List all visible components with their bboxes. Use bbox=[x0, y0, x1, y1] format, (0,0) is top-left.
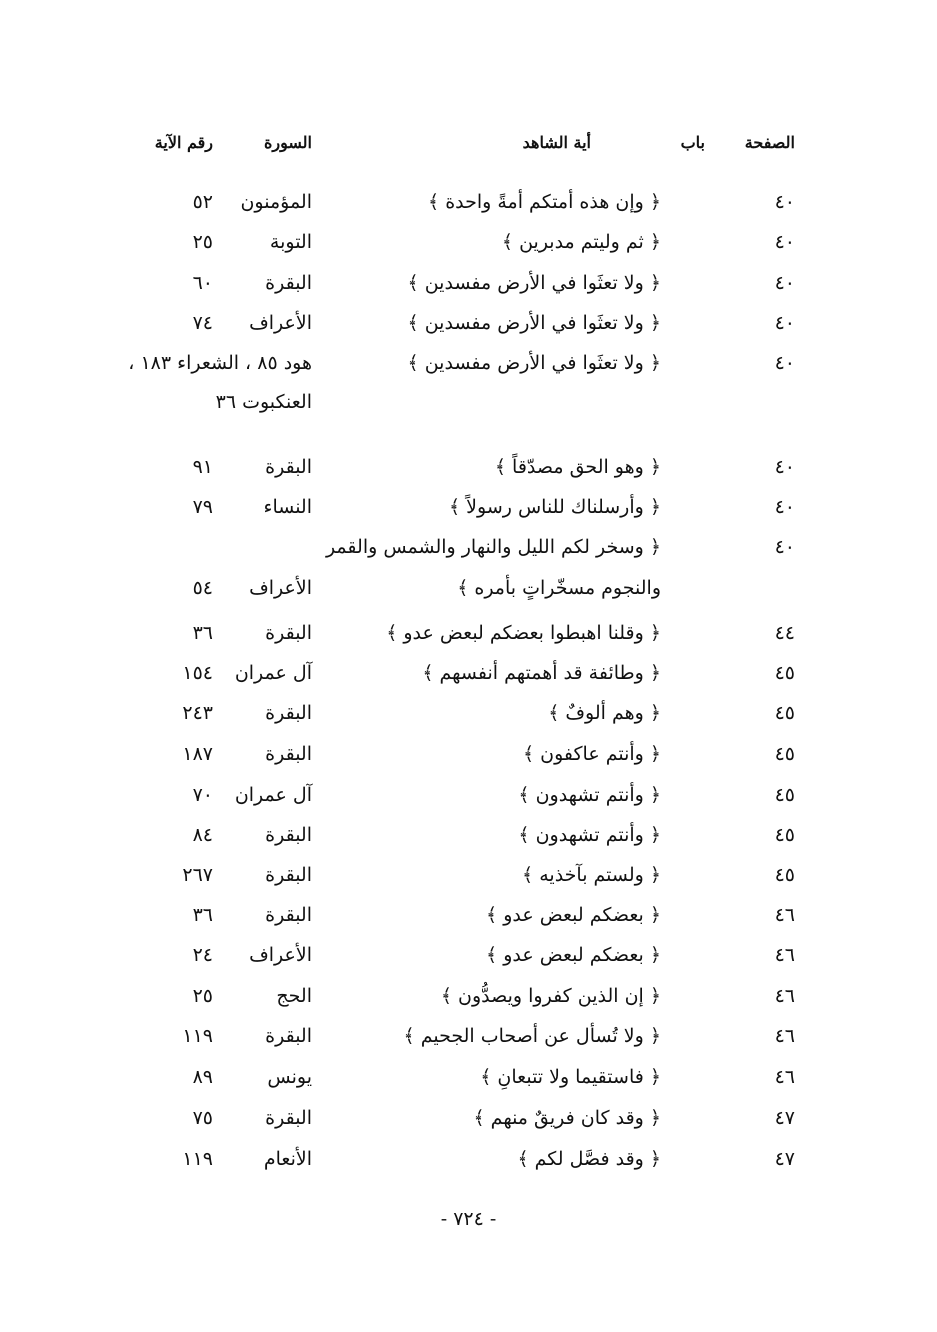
table-row bbox=[0, 263, 937, 303]
surah-cell: يونس bbox=[267, 1066, 312, 1088]
page-cell: ٤٠ bbox=[774, 191, 795, 213]
ayah-number-cell: ٧٩ bbox=[192, 496, 213, 518]
table-row bbox=[0, 976, 937, 1016]
table-row bbox=[0, 935, 937, 975]
header-bab: باب bbox=[680, 133, 705, 152]
ayah-number-cell: ٢٤ bbox=[192, 944, 213, 966]
header-surah: السورة bbox=[264, 133, 312, 152]
header-page: الصفحة bbox=[744, 133, 795, 152]
table-row bbox=[0, 343, 937, 383]
page-cell: ٤٥ bbox=[774, 662, 795, 684]
header-ayah-number: رقم الآية bbox=[154, 133, 213, 152]
ayah-cell: ﴿ وقلنا اهبطوا بعضكم لبعض عدو ﴾ bbox=[386, 622, 661, 644]
page-cell: ٤٦ bbox=[774, 985, 795, 1007]
surah-cell: البقرة bbox=[265, 1025, 312, 1047]
ayah-cell: ﴿ بعضكم لبعض عدو ﴾ bbox=[486, 944, 661, 966]
ayah-number-cell: ٥٤ bbox=[192, 577, 213, 599]
surah-cell: النساء bbox=[263, 496, 312, 518]
surah-cell: آل عمران bbox=[234, 662, 312, 684]
ayah-cell: ﴿ ولستم بآخذيه ﴾ bbox=[522, 864, 661, 886]
page-cell: ٤٠ bbox=[774, 496, 795, 518]
ayah-cell: ﴿ ولا تعثَوا في الأرض مفسدين ﴾ bbox=[407, 312, 661, 334]
table-row bbox=[0, 487, 937, 527]
ayah-cell: ﴿ وهم ألوفٌ ﴾ bbox=[548, 702, 661, 724]
ayah-cell: ﴿ وطائفة قد أهمتهم أنفسهم ﴾ bbox=[422, 662, 661, 684]
page-cell: ٤٦ bbox=[774, 944, 795, 966]
surah-cell: البقرة bbox=[265, 702, 312, 724]
page-cell: ٤٥ bbox=[774, 824, 795, 846]
table-row bbox=[0, 1057, 937, 1097]
page-cell: ٤٠ bbox=[774, 312, 795, 334]
surah-cell: البقرة bbox=[265, 824, 312, 846]
ayah-cell: ﴿ وهو الحق مصدّقاً ﴾ bbox=[494, 456, 661, 478]
surah-cell: البقرة bbox=[265, 456, 312, 478]
surah-cell: الأعراف bbox=[249, 577, 312, 599]
table-row bbox=[0, 895, 937, 935]
ayah-cell: ﴿ وأنتم تشهدون ﴾ bbox=[518, 824, 661, 846]
surah-cell: هود ٨٥ ، الشعراء ١٨٣ ، bbox=[128, 352, 312, 374]
page-number: - ٧٢٤ - bbox=[440, 1208, 497, 1230]
table-row bbox=[0, 815, 937, 855]
ayah-number-cell: ٣٦ bbox=[192, 904, 213, 926]
surah-cell: البقرة bbox=[265, 904, 312, 926]
ayah-number-cell: ١١٩ bbox=[182, 1148, 213, 1170]
page-cell: ٤٧ bbox=[774, 1107, 795, 1129]
table-row bbox=[0, 1098, 937, 1138]
page-cell: ٤٥ bbox=[774, 702, 795, 724]
surah-cell: الأعراف bbox=[249, 944, 312, 966]
ayah-cell: ﴿ ولا تُسأل عن أصحاب الجحيم ﴾ bbox=[403, 1025, 661, 1047]
surah-cell: الأعراف bbox=[249, 312, 312, 334]
table-row bbox=[0, 527, 937, 567]
surah-cell: البقرة bbox=[265, 864, 312, 886]
ayah-cell: ﴿ وأرسلناك للناس رسولاً ﴾ bbox=[449, 496, 661, 518]
page-cell: ٤٠ bbox=[774, 231, 795, 253]
ayah-number-cell: ١٥٤ bbox=[182, 662, 213, 684]
ayah-number-cell: ٩١ bbox=[192, 456, 213, 478]
page-cell: ٤٠ bbox=[774, 352, 795, 374]
surah-cell: المؤمنون bbox=[240, 191, 312, 213]
page-cell: ٤٠ bbox=[774, 456, 795, 478]
ayah-cell: ﴿ فاستقيما ولا تتبعانِ ﴾ bbox=[480, 1066, 661, 1088]
surah-cell: الأنعام bbox=[263, 1148, 312, 1170]
table-row bbox=[0, 1139, 937, 1179]
ayah-cell: ﴿ وأنتم عاكفون ﴾ bbox=[522, 743, 661, 765]
page-cell: ٤٥ bbox=[774, 784, 795, 806]
ayah-cell: ﴿ وقد فصَّل لكم ﴾ bbox=[517, 1148, 661, 1170]
page-cell: ٤٦ bbox=[774, 1066, 795, 1088]
page-cell: ٤٠ bbox=[774, 272, 795, 294]
page-cell: ٤٠ bbox=[774, 536, 795, 558]
ayah-number-cell: ٥٢ bbox=[192, 191, 213, 213]
header-ayah: أية الشاهد bbox=[522, 133, 591, 152]
ayah-cell: ﴿ وسخر لكم الليل والنهار والشمس والقمر bbox=[325, 536, 661, 558]
table-row bbox=[0, 182, 937, 222]
surah-cell: البقرة bbox=[265, 1107, 312, 1129]
page-cell: ٤٦ bbox=[774, 904, 795, 926]
page-cell: ٤٥ bbox=[774, 743, 795, 765]
ayah-number-cell: ٨٩ bbox=[192, 1066, 213, 1088]
surah-cell: البقرة bbox=[265, 743, 312, 765]
ayah-cell: ﴿ إن الذين كفروا ويصدُّون ﴾ bbox=[440, 985, 661, 1007]
table-row bbox=[0, 382, 937, 422]
ayah-cell: والنجوم مسخّراتٍ بأمره ﴾ bbox=[457, 577, 661, 599]
table-row bbox=[0, 568, 937, 608]
ayah-cell: ﴿ وقد كان فريقٌ منهم ﴾ bbox=[473, 1107, 661, 1129]
surah-cell: الحج bbox=[276, 985, 312, 1007]
table-row bbox=[0, 447, 937, 487]
page-cell: ٤٤ bbox=[774, 622, 795, 644]
ayah-number-cell: ١١٩ bbox=[182, 1025, 213, 1047]
surah-cell: البقرة bbox=[265, 622, 312, 644]
table-row bbox=[0, 222, 937, 262]
page-cell: ٤٥ bbox=[774, 864, 795, 886]
table-row bbox=[0, 303, 937, 343]
ayah-number-cell: ٦٠ bbox=[192, 272, 213, 294]
ayah-number-cell: ٧٠ bbox=[192, 784, 213, 806]
ayah-cell: ﴿ ولا تعثَوا في الأرض مفسدين ﴾ bbox=[407, 272, 661, 294]
page-cell: ٤٧ bbox=[774, 1148, 795, 1170]
table-row bbox=[0, 775, 937, 815]
ayah-cell: ﴿ ثم وليتم مدبرين ﴾ bbox=[501, 231, 661, 253]
ayah-cell: ﴿ وإن هذه أمتكم أمةً واحدة ﴾ bbox=[428, 191, 661, 213]
page-cell: ٤٦ bbox=[774, 1025, 795, 1047]
surah-cell: التوبة bbox=[269, 231, 312, 253]
ayah-number-cell: ٢٤٣ bbox=[182, 702, 213, 724]
table-row bbox=[0, 613, 937, 653]
ayah-cell: ﴿ ولا تعثَوا في الأرض مفسدين ﴾ bbox=[407, 352, 661, 374]
ayah-number-cell: ٧٥ bbox=[192, 1107, 213, 1129]
ayah-cell: ﴿ وأنتم تشهدون ﴾ bbox=[518, 784, 661, 806]
ayah-number-cell: ٢٥ bbox=[192, 231, 213, 253]
ayah-number-cell: ٧٤ bbox=[192, 312, 213, 334]
surah-cell: آل عمران bbox=[234, 784, 312, 806]
table-row bbox=[0, 855, 937, 895]
ayah-cell: ﴿ بعضكم لبعض عدو ﴾ bbox=[486, 904, 661, 926]
ayah-number-cell: ٢٦٧ bbox=[182, 864, 213, 886]
ayah-number-cell: ٢٥ bbox=[192, 985, 213, 1007]
table-row bbox=[0, 653, 937, 693]
table-row bbox=[0, 734, 937, 774]
ayah-number-cell: ١٨٧ bbox=[182, 743, 213, 765]
table-row bbox=[0, 693, 937, 733]
surah-cell: العنكبوت ٣٦ bbox=[215, 391, 312, 413]
ayah-number-cell: ٣٦ bbox=[192, 622, 213, 644]
table-row bbox=[0, 1016, 937, 1056]
surah-cell: البقرة bbox=[265, 272, 312, 294]
ayah-number-cell: ٨٤ bbox=[192, 824, 213, 846]
